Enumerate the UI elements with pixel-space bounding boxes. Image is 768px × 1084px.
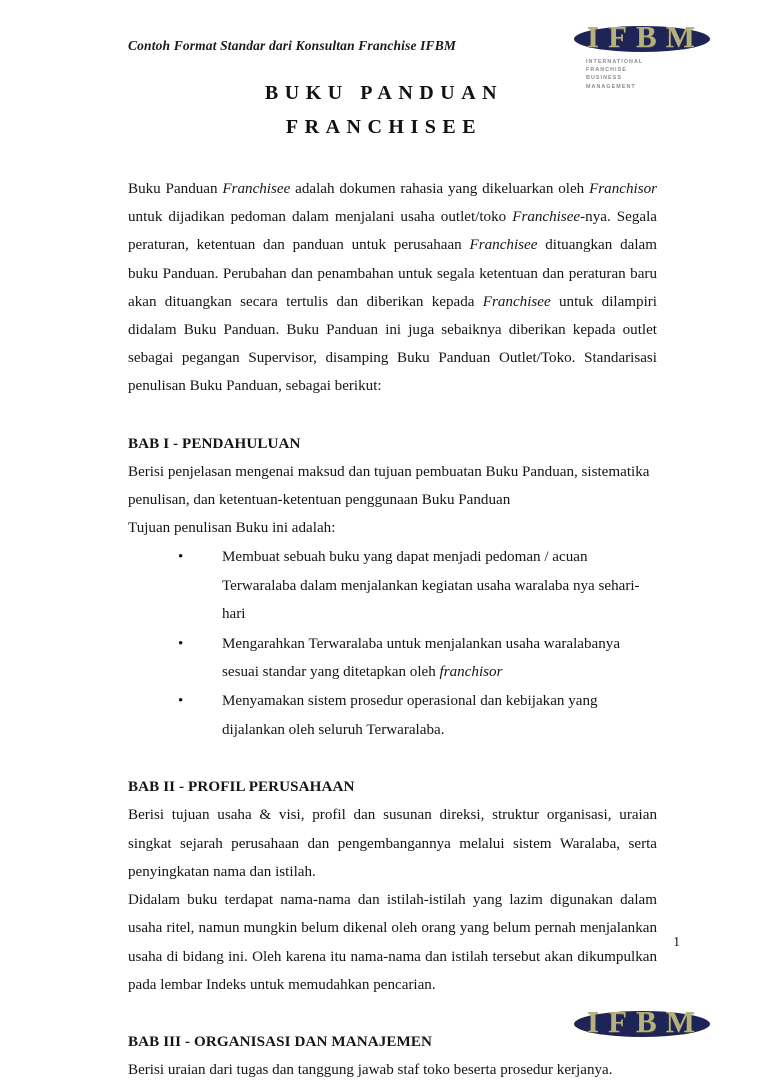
logo-letter-b: B [636,18,657,54]
list-item [128,687,657,744]
bab2-paragraph-1: Berisi tujuan usaha & visi, profil dan susunan direksi, struktur organisasi, uraian singkat sejarah perusahaan dan pengembangannya melalui sistem Waralaba, serta penyingkatan nama dan istilah. [128,807,657,880]
list-item-text [222,630,657,687]
list-item-text-a: Menyamakan sistem prosedur operasional dan kebijakan yang dijalankan oleh seluruh Terwaralaba. [222,693,598,738]
list-item-text [222,543,657,628]
list-item [128,630,657,687]
next-page-logo-mark [566,999,716,1043]
logo-letter-i: I [587,1003,600,1039]
section-heading-bab3: BAB III - ORGANISASI DAN MANAJEMEN [128,1033,433,1050]
page-number: 1 [673,934,680,949]
logo-letter-i: I [587,18,600,54]
bab1-line-2: penulisan, dan ketentuan-ketentuan penggunaan Buku Panduan [128,492,511,509]
intro-italic-franchisee-3: Franchisee [469,237,538,254]
intro-text-f: untuk dilampiri didalam Buku Panduan. Buku Panduan ini juga sebaiknya diberikan kepada outlet sebagai pegangan Supervisor, disamping Buku Panduan Outlet/Toko. Standarisasi penulisan Buku Panduan, sebagai berikut: [128,293,657,395]
list-item [128,543,657,628]
bab2-paragraph-2: Didalam buku terdapat nama-nama dan istilah-istilah yang lazim digunakan dalam usaha ritel, namun mungkin belum dikenal oleh orang yang belum pernah menjalankan usaha di bidang ini. Oleh karena itu nama-nama dan istilah tersebut akan dikumpulkan pada lembar Indeks untuk memudahkan pencarian. [128,892,657,993]
intro-text-c: untuk dijadikan pedoman dalam menjalani usaha outlet/toko [128,209,513,226]
logo-subtitle-line-3: BUSINESS [586,75,622,82]
bab1-line-3: Tujuan penulisan Buku ini adalah: [128,520,336,537]
spacer-before-bab1 [128,401,657,430]
header-note-text: Contoh Format Standar dari Konsultan Franchise IFBM [128,38,457,53]
logo-subtitle-line-2: FRANCHISE [586,67,627,74]
list-item-text-a: Membuat sebuah buku yang dapat menjadi pedoman / acuan Terwaralaba dalam menjalankan kegiatan usaha waralaba nya sehari-hari [222,549,640,623]
next-page-ifbm-logo [566,999,716,1043]
list-item-italic: franchisor [439,664,503,681]
logo-subtitle-line-4: MANAGEMENT [586,83,636,90]
spacer-before-bab2 [128,744,657,773]
intro-italic-franchisee-2: Franchisee [512,209,581,226]
logo-letter-b: B [636,1003,657,1039]
list-item-text-a: Mengarahkan Terwaralaba untuk menjalankan usaha waralabanya sesuai standar yang ditetapkan oleh [222,635,621,681]
intro-italic-franchisee-4: Franchisee [482,293,551,310]
bab1-line-1: Berisi penjelasan mengenai maksud dan tujuan pembuatan Buku Panduan, sistematika [128,463,650,480]
intro-text-a: Buku Panduan [128,181,223,197]
intro-text-e: dituangkan dalam buku Panduan. Perubahan dan penambahan untuk segala ketentuan dan peraturan baru akan dituangkan secara tertulis dan diberikan kepada [128,237,657,310]
intro-paragraph [128,175,657,401]
logo-letters [566,999,716,1043]
logo-letter-f: F [608,18,628,54]
page-title [128,76,640,144]
bab1-bullet-list [128,543,657,744]
ifbm-logo-mark [566,14,716,58]
intro-text-b: adalah dokumen rahasia yang dikeluarkan oleh [290,181,590,197]
bullet-icon: • [178,549,184,566]
logo-letters [566,14,716,58]
bullet-icon: • [178,635,184,652]
intro-text-d: -nya. Segala peraturan, ketentuan dan panduan untuk perusahaan [128,209,657,254]
list-item-text [222,687,657,744]
bullet-icon: • [178,693,184,710]
document-header [128,38,548,54]
logo-letter-m: M [665,1003,695,1039]
logo-letter-f: F [608,1003,628,1039]
bab3-paragraph-1: Berisi uraian dari tugas dan tanggung jawab staf toko beserta prosedur kerjanya. [128,1062,613,1079]
intro-italic-franchisee-1: Franchisee [222,181,291,197]
section-heading-bab2: BAB II - PROFIL PERUSAHAAN [128,779,355,796]
logo-letter-m: M [665,18,695,54]
intro-italic-franchisor: Franchisor [589,181,657,197]
section-heading-bab1: BAB I - PENDAHULUAN [128,435,301,452]
page-title-line-2: FRANCHISEE [285,116,483,138]
logo-subtitle-line-1: INTERNATIONAL [586,59,644,65]
page-title-line-1: BUKU PANDUAN [264,82,504,104]
